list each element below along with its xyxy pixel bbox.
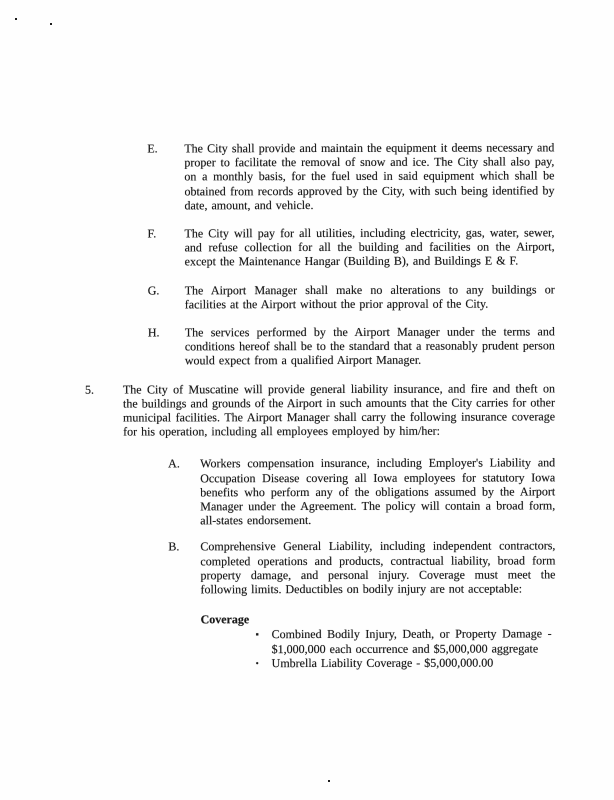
subclause-text: Comprehensive General Liability, including independent contractors, completed operations and products, contractual liability, broad form property damage, and personal injury. Coverage must meet the following limits. Deductibles on bodily injury are not acceptable: [200, 538, 556, 597]
coverage-heading: Coverage [200, 612, 250, 627]
coverage-bullet-text: Umbrella Liability Coverage - $5,000,000.00 [271, 655, 494, 671]
clause-letter-label: G. [147, 283, 160, 298]
subclause-letter-label: B. [168, 539, 180, 554]
coverage-section [201, 612, 556, 671]
subclause-letter-label: A. [168, 456, 180, 471]
clause-5 [85, 381, 555, 439]
scan-speck [50, 23, 52, 25]
clause-text: The services performed by the Airport Manager under the terms and conditions hereof shall be to the standard that a reasonably prudent person would expect from a qualified Airport Manager. [184, 324, 555, 368]
clause-text: The Airport Manager shall make no alterations to any buildings or facilities at the Airport without the prior approval of the City. [184, 282, 555, 312]
clause-text: The City shall provide and maintain the equipment it deems necessary and proper to facilitate the removal of snow and ice. The City shall also pay, on a monthly basis, for the fuel used in said equipment which shall be obtained from records approved by the City, with such being identified by date, amount, and vehicle. [184, 140, 555, 213]
subclause-text: Workers compensation insurance, including Employer's Liability and Occupation Disease covering all Iowa employees for statutory Iowa benefits who perform any of the obligations assumed by the Airport Manager under the Agreement. The policy will contain a broad form, all-states endorsement. [200, 455, 556, 528]
coverage-bullet-text: Combined Bodily Injury, Death, or Property Damage - $1,000,000 each occurrence and $5,000,000 aggregate [271, 626, 552, 656]
clause-letter-label: H. [147, 325, 160, 340]
coverage-bullet-item [256, 627, 552, 656]
clause-letter-label: E. [147, 141, 158, 156]
scan-speck [15, 18, 17, 20]
coverage-bullet-item [256, 655, 552, 670]
clause-text: The City will pay for all utilities, including electricity, gas, water, sewer, and refuse collection for all the building and facilities on the Airport, except the Maintenance Hangar (Building B), and Buildings E & F. [184, 225, 555, 269]
scan-speck [328, 780, 330, 782]
clause-text: The City of Muscatine will provide general liability insurance, and fire and theft on the buildings and grounds of the Airport in such amounts that the City carries for other municipal facilities. The Airport Manager shall carry the following insurance coverage for his operation, including all employees employed by him/her: [122, 381, 556, 439]
subclause-A [168, 456, 555, 528]
coverage-bullet-list [256, 627, 552, 670]
clause-F [148, 225, 555, 269]
clause-G [148, 282, 555, 311]
clause-E [147, 140, 554, 212]
round-bullet-icon: • [255, 658, 259, 669]
clause-number-label: 5. [84, 382, 94, 397]
clause-H [148, 324, 555, 368]
clause-letter-label: F. [147, 226, 157, 241]
square-bullet-icon: ▪ [255, 629, 259, 640]
subclause-B [168, 539, 555, 597]
document-body [84, 140, 555, 670]
